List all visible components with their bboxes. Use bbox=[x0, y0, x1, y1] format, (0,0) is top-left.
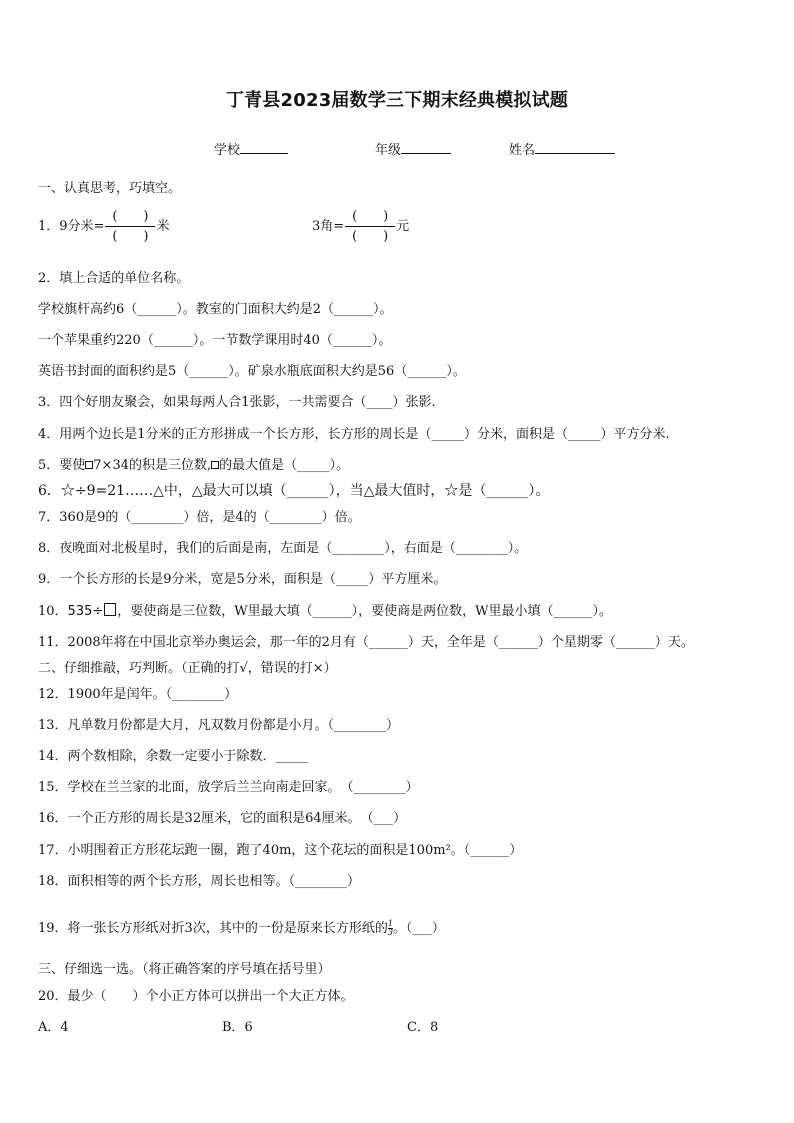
question-9: 9．一个长方形的长是9分米，宽是5分米，面积是（_____）平方厘米。 bbox=[38, 572, 447, 587]
question-11: 11．2008年将在中国北京举办奥运会，那一年的2月有（______）天，全年是（______）个星期零（______）天。 bbox=[38, 635, 694, 650]
question-13: 13．凡单数月份都是大月，凡双数月份都是小月。（________） bbox=[38, 718, 400, 733]
question-19: 19．将一张长方形纸对折3次，其中的一份是原来长方形纸的 $\frac{1}{3}$。（___） bbox=[38, 919, 445, 937]
question-1a bbox=[38, 208, 169, 245]
school-label: 学校 bbox=[214, 143, 241, 158]
question-2-head: 2．填上合适的单位名称。 bbox=[38, 271, 190, 286]
question-2-line-2: 一个苹果重约220（______）。一节数学课用时40（______）。 bbox=[38, 333, 392, 348]
question-17: 17．小明围着正方形花坛跑一圈，跑了40m，这个花坛的面积是100m²。（______） bbox=[38, 843, 523, 858]
fraction-input[interactable]: $\frac{( )}{( )}$ bbox=[345, 208, 395, 245]
question-5: 5．要使 7×34的积是三位数, 的最大值是（_____）。 bbox=[38, 458, 350, 473]
square-box-icon bbox=[211, 461, 219, 469]
square-box-icon bbox=[104, 603, 116, 616]
question-8: 8．夜晚面对北极星时，我们的后面是南，左面是（________），右面是（________）。 bbox=[38, 541, 528, 556]
name-label: 姓名 bbox=[509, 143, 536, 158]
q1b-prefix: 3角= bbox=[312, 219, 345, 234]
small-fraction: $\frac{1}{3}$ bbox=[387, 919, 393, 937]
section-heading-1: 一、认真思考，巧填空。 bbox=[38, 181, 182, 196]
q1b-unit: 元 bbox=[396, 219, 410, 234]
question-20: 20．最少（ ）个小正方体可以拼出一个大正方体。 bbox=[38, 989, 354, 1004]
q1a-prefix: 1．9分米= bbox=[38, 219, 105, 234]
question-7: 7．360是9的（________）倍，是4的（________）倍。 bbox=[38, 510, 361, 525]
question-10: 10．535÷ ，要使商是三位数，W里最大填（______），要使商是两位数，W里最小填（______）。 bbox=[38, 604, 612, 619]
section-heading-3: 三、仔细选一选。（将正确答案的序号填在括号里） bbox=[38, 962, 331, 977]
school-blank[interactable] bbox=[240, 141, 288, 154]
question-2-line-1: 学校旗杆高约6（______）。教室的门面积大约是2（______）。 bbox=[38, 302, 393, 317]
q1a-unit: 米 bbox=[156, 219, 170, 234]
question-6: 6．☆÷9=21……△中，△最大可以填（______），当△最大值时，☆是（______）。 bbox=[38, 483, 550, 499]
question-12: 12．1900年是闰年。（________） bbox=[38, 687, 238, 702]
question-18: 18．面积相等的两个长方形，周长也相等。（________） bbox=[38, 874, 361, 889]
page-title: 丁青县2023届数学三下期末经典模拟试题 bbox=[225, 90, 569, 111]
question-2-line-3: 英语书封面的面积约是5（______）。矿泉水瓶底面积大约是56（______）。 bbox=[38, 364, 466, 379]
question-1b bbox=[312, 208, 409, 245]
question-14: 14．两个数相除，余数一定要小于除数．_____ bbox=[38, 749, 309, 764]
name-blank[interactable] bbox=[535, 141, 615, 154]
grade-blank[interactable] bbox=[401, 141, 451, 154]
option-a[interactable]: A．4 bbox=[38, 1020, 69, 1035]
question-16: 16．一个正方形的周长是32厘米，它的面积是64厘米。 （___） bbox=[38, 811, 407, 826]
option-c[interactable]: C．8 bbox=[407, 1020, 439, 1035]
question-15: 15．学校在兰兰家的北面，放学后兰兰向南走回家。 （________） bbox=[38, 780, 419, 795]
name-field bbox=[509, 139, 615, 158]
fraction-input[interactable]: $\frac{( )}{( )}$ bbox=[105, 208, 155, 245]
question-3: 3．四个好朋友聚会，如果每两人合1张影，一共需要合（____）张影. bbox=[38, 395, 436, 410]
school-field bbox=[214, 139, 288, 158]
grade-field bbox=[375, 139, 451, 158]
question-4: 4．用两个边长是1分米的正方形拼成一个长方形，长方形的周长是（_____）分米，面积是（_____）平方分米. bbox=[38, 427, 670, 442]
option-b[interactable]: B．6 bbox=[222, 1020, 253, 1035]
section-heading-2: 二、仔细推敲，巧判断。（正确的打√，错误的打×） bbox=[38, 661, 337, 676]
grade-label: 年级 bbox=[375, 143, 402, 158]
